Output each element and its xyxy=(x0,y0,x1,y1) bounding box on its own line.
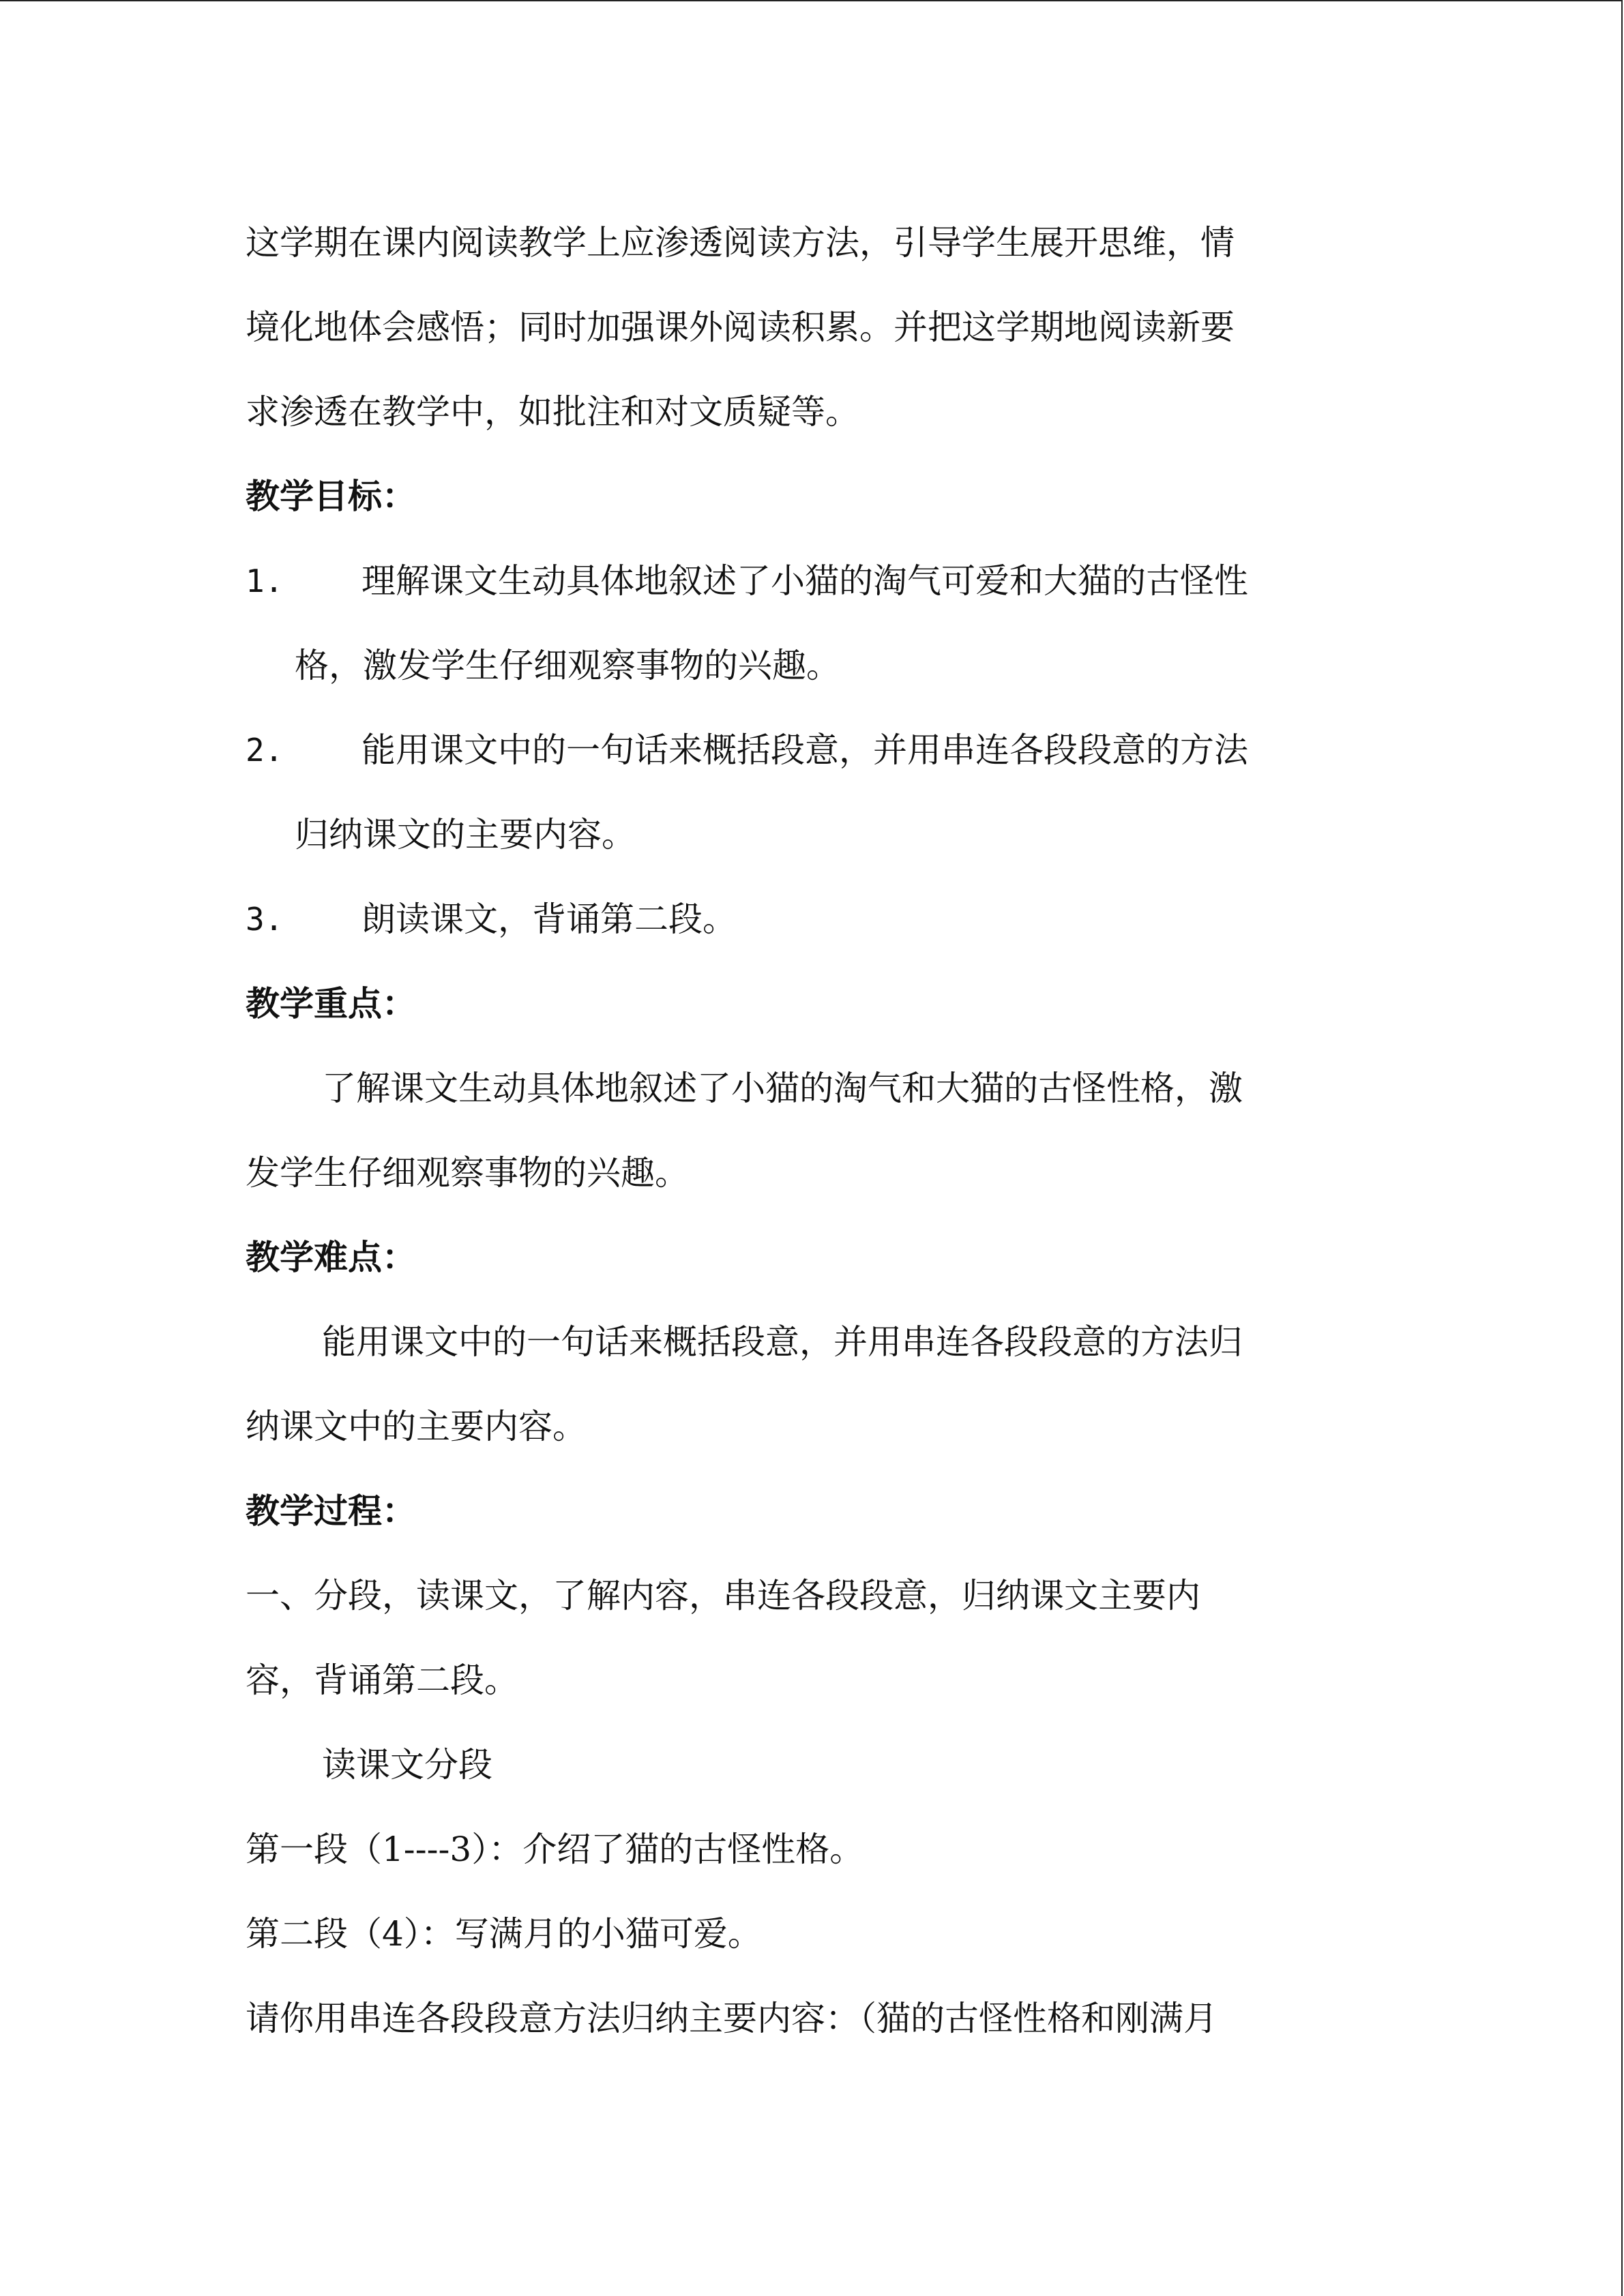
intro-line-1: 这学期在课内阅读教学上应渗透阅读方法，引导学生展开思维，情 xyxy=(246,223,1235,263)
process-paragraph-1: 第一段（1----3）：介绍了猫的古怪性格。 xyxy=(246,1830,864,1869)
goals-heading: 教学目标： xyxy=(246,476,416,516)
key-points-heading: 教学重点： xyxy=(246,983,416,1024)
intro-line-3: 求渗透在教学中，如批注和对文质疑等。 xyxy=(246,392,859,432)
intro-line-2: 境化地体会感悟；同时加强课外阅读积累。并把这学期地阅读新要 xyxy=(246,308,1235,347)
goal-item-1-text: 理解课文生动具体地叙述了小猫的淘气可爱和大猫的古怪性 xyxy=(361,561,1248,601)
goal-item-2-continued: 归纳课文的主要内容。 xyxy=(295,815,636,854)
key-points-line-1: 了解课文生动具体地叙述了小猫的淘气和大猫的古怪性格，激 xyxy=(322,1069,1243,1108)
process-summary: 请你用串连各段段意方法归纳主要内容：（猫的古怪性格和刚满月 xyxy=(246,1999,1217,2038)
goal-item-1 xyxy=(246,557,1357,605)
process-read-split: 读课文分段 xyxy=(322,1745,492,1785)
key-points-line-2: 发学生仔细观察事物的兴趣。 xyxy=(246,1153,689,1193)
goal-item-1-number: 1. xyxy=(246,563,284,599)
difficulties-line-1: 能用课文中的一句话来概括段意，并用串连各段段意的方法归 xyxy=(322,1322,1243,1362)
goal-item-3-text: 朗读课文，背诵第二段。 xyxy=(361,899,737,939)
difficulties-heading: 教学难点： xyxy=(246,1237,416,1277)
goal-item-3 xyxy=(246,895,1357,943)
goal-item-1-continued: 格，激发学生仔细观察事物的兴趣。 xyxy=(295,646,840,685)
process-step-1-line-1: 一、分段，读课文，了解内容，串连各段段意，归纳课文主要内 xyxy=(246,1576,1200,1615)
goal-item-3-number: 3. xyxy=(246,901,284,938)
difficulties-line-2: 纳课文中的主要内容。 xyxy=(246,1407,587,1446)
goal-item-2 xyxy=(246,726,1357,774)
process-paragraph-2: 第二段（4）：写满月的小猫可爱。 xyxy=(246,1914,762,1954)
process-step-1-line-2: 容，背诵第二段。 xyxy=(246,1660,518,1700)
goal-item-2-number: 2. xyxy=(246,732,284,769)
goal-item-2-text: 能用课文中的一句话来概括段意，并用串连各段段意的方法 xyxy=(361,730,1248,770)
process-heading: 教学过程： xyxy=(246,1491,416,1531)
